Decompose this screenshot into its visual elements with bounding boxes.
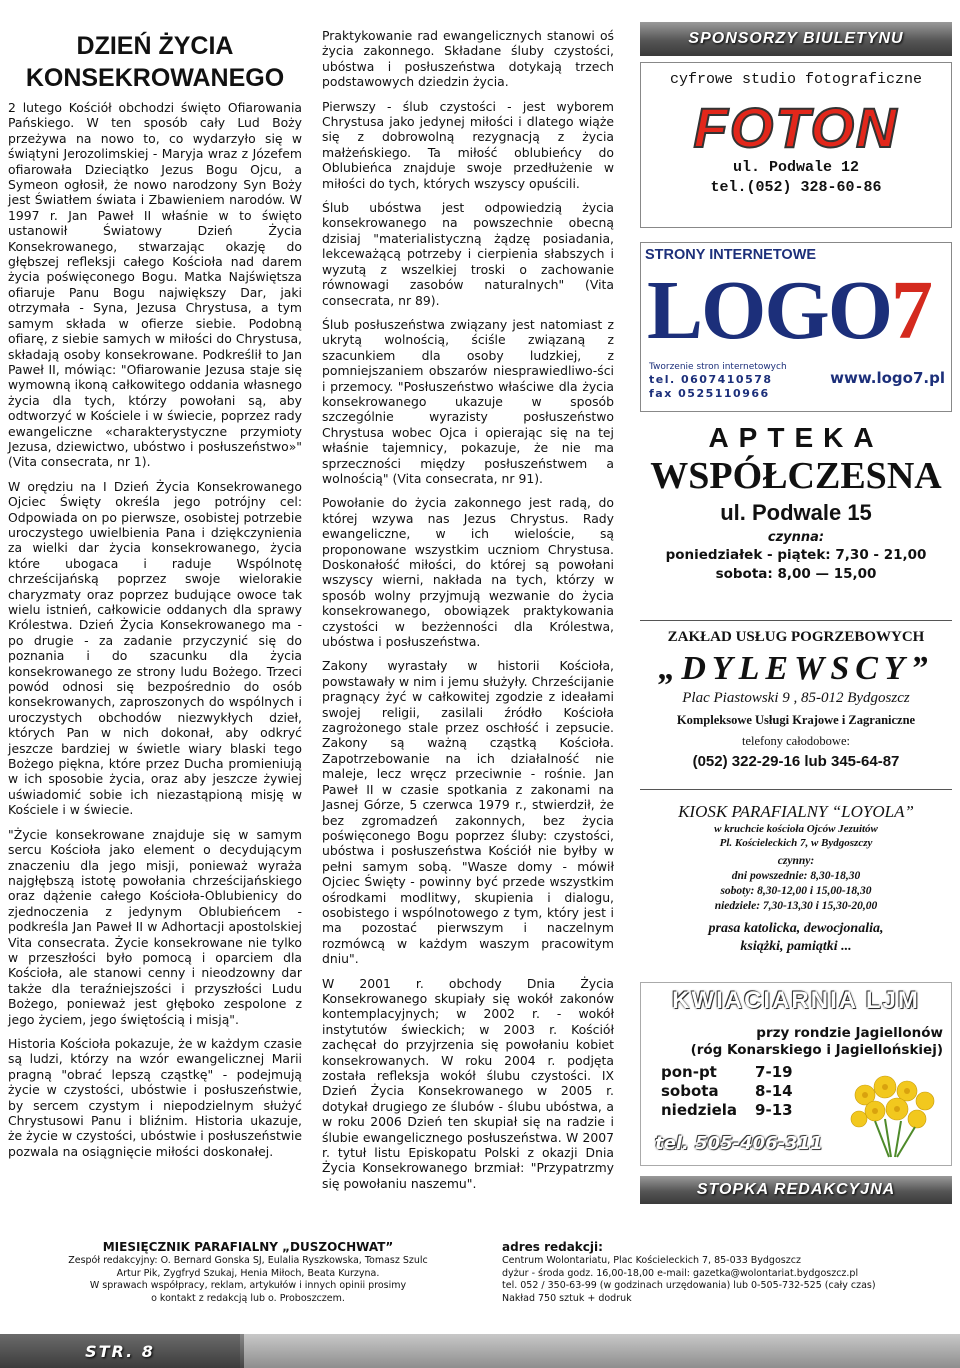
foton-subtitle: cyfrowe studio fotograficzne: [669, 71, 923, 88]
logo7-header: STRONY INTERNETOWE: [645, 247, 817, 263]
hours-time: 8-14: [755, 1082, 793, 1100]
kiosk-line1: w kruchcie kościoła Ojców Jezuitów: [714, 823, 878, 835]
foton-ad: [640, 62, 952, 228]
logo7-ad: [640, 242, 952, 412]
team-line: o kontakt z redakcją lub o. Proboszczem.: [151, 1292, 345, 1304]
kiosk-ad: [640, 802, 952, 974]
hours-day: sobota: [661, 1082, 719, 1100]
article-paragraph: W orędziu na I Dzień Życia Konsekrowanego Ojciec Święty określa jego potrójny cel: Odpowiada on po pierwsze, osobistej potrzebie uroczystego uwielbienia Pana i dziękczynienia za wielki dar życia konsekrowanego, życia które ubogaca i raduje Wspólnotę chrześcijańską poprzez swoje wielorakie charyzmaty oraz poprzez budujące owoce tak wielu istnień, całkowicie oddanych dla sprawy Królestwa. Dzień Życia Konsekrowanego ma - po drugie - za zadanie przyczynić się do poznania i do szacunku dla życia konsekrowanego ze strony ludu Bożego. Trzeci powód odnosi się bezpośrednio do osób konsekrowanych, zaproszonych do wspólnych i uroczystych obchodów niezwykłych dzieł, których Pan w nich dokonał, aby odkryć jeszcze bardziej w świetle wiary blaski tego Bożego piękna, które przez Ducha promieniują w ich sposobie życia, oraz aby jeszcze żywiej uświadomić sobie ich niezastąpioną misję w Kościele i w świecie.: [8, 478, 302, 818]
hours-time: 7-19: [755, 1063, 793, 1081]
kiosk-sunday: niedziele: 7,30-13,30 i 15,30-20,00: [714, 900, 878, 912]
logo7-tagline: Tworzenie stron internetowych: [649, 362, 787, 372]
article-paragraph: 2 lutego Kościół obchodzi święto Ofiarowania Pańskiego. W ten sposób cały Lud Boży przeżywa na nowo to, co wydarzyło się w świątyni Jerozolimskiej - Maryja wraz z Józefem ofiarowała Dzieciątko Jezus Bogu Ojcu, a Symeon ogłosił, że nowo narodzony Syn Boży jest Światłem świata i Zbawieniem narodów. W 1997 r. Jan Paweł II właśnie w to święto ustanowił Światowy Dzień Życia Konsekrowanego, stwarzając okazję do głębszej refleksji całego Kościoła nad darem życia poświęconego Bogu. Matka Najświętsza ofiaruje Panu Bogu największy Dar, jaki otrzymała - Syna, Jezusa Chrystusa, a tym samym składa w ofierze siebie. Podobną ofiarę, z siebie samych w miłości do Chrystusa, składają osoby konsekrowane. Podkreślił to Jan Paweł II, mówiąc: "Ofiarowanie Jezusa staje się wymowną ikoną całkowitego oddania własnego życia dla tych, którzy powołani są, aby odtworzyć w Kościele i w świecie, poprzez rady ewangeliczne «charakterystyczne przymioty Jezusa, dziewictwo, ubóstwo i posłuszeństwo»" (Vita consecrata, nr 1).: [8, 100, 302, 470]
article-paragraph: Pierwszy - ślub czystości - jest wyborem Chrystusa jako jedynej miłości i dlatego wiąże się z dobrowolną rezygnacją z życia małżeńskiego. Ta miłość oblubieńcy do Oblubieńca znajduje swoje przedłużenie w miłości do tych, których wszyscy opuścili.: [322, 98, 614, 191]
apteka-saturday: sobota: 8,00 — 15,00: [715, 566, 877, 582]
article-column-2: [322, 28, 614, 1200]
sponsors-header: SPONSORZY BIULETYNU: [640, 22, 952, 56]
article-paragraph: Historia Kościoła pokazuje, że w każdym czasie są ludzi, którzy na wzór ewangelicznej Marii pragną "obrać lepszą cząstkę" - podejmują życie w czystości, ubóstwie i posłuszeństwie, by sercem czystym i niepodzielnym służyć Chrystusowi Panu i bliźnim. Historia ukazuje, że życie w czystości, ubóstwie i posłuszeństwie pozwala na osiągnięcie miłości doskonałej.: [8, 1035, 302, 1159]
kiosk-saturday: soboty: 8,30-12,00 i 15,00-18,30: [720, 885, 872, 897]
foton-address: ul. Podwale 12: [732, 159, 860, 176]
kiosk-weekdays: dni powszednie: 8,30-18,30: [731, 870, 861, 882]
dylewscy-name: „DYLEWSCY”: [658, 650, 934, 687]
footer-team: [8, 1240, 488, 1305]
article-column-1: [8, 100, 302, 1168]
kiosk-line2: Pl. Kościeleckich 7, w Bydgoszczy: [719, 837, 873, 849]
logo7-logo: [647, 264, 932, 357]
address-line: dyżur - środa godz. 16,00-18,00 e-mail: gazetka@wolontariat.bydgoszcz.pl: [502, 1267, 859, 1279]
paper-title: MIESIĘCZNIK PARAFIALNY „DUSZOCHWAT”: [102, 1240, 394, 1254]
dylewscy-address: Plac Piastowski 9 , 85-012 Bydgoszcz: [682, 690, 910, 706]
foton-phone: tel.(052) 328-60-86: [710, 179, 882, 196]
kwiaciarnia-place-1: przy rondzie Jagiellonów: [756, 1025, 943, 1041]
kiosk-title: KIOSK PARAFIALNY “LOYOLA”: [678, 802, 914, 821]
kwiaciarnia-phone: tel. 505-406-311: [655, 1133, 823, 1154]
address-line: Nakład 750 sztuk + dodruk: [502, 1292, 632, 1304]
logo7-contact: [649, 373, 773, 401]
sponsors-sidebar: [640, 22, 952, 1204]
article-paragraph: "Życie konsekrowane znajduje się w samym sercu Kościoła jako element o decydującym znaczeniu dla jego misji, ponieważ wyraża najgłębszą istotę powołania chrześcijańskiego oraz dążenie całego Kościoła-Oblubienicy do zjednoczenia z jedynym Oblubieńcem - podkreśla Jan Paweł II w Adhortacji apostolskiej Vita consecrata. Życie konsekrowane nie tylko w przeszłości było pomocą i oparciem dla Kościoła, ale stanowi cenny i nieodzowny dar także dla teraźniejszości i przyszłości Ludu Bożego, ponieważ jest głęboko zespolone z jego życiem, jego świętością i misją".: [8, 826, 302, 1027]
kiosk-goods-2: książki, pamiątki ...: [740, 939, 852, 954]
article-paragraph: Ślub ubóstwa jest odpowiedzią życia konsekrowanego na powszechnie obecną dzisiaj "materialistyczną żądzę posiadania, lekceważącą potrzeby i cierpienia słabszych i wyzutą z wszelkiej troski o zachowanie równowagi zasobów naturalnych" (Vita consecrata, nr 89).: [322, 200, 614, 308]
hours-day: pon-pt: [661, 1063, 717, 1081]
article-paragraph: W 2001 r. obchody Dnia Życia Konsekrowanego skupiały się wokół zakonów kontemplacyjnych; w 2002 r. - wokół instytutów świeckich; w 2003 r. Kościół zachęcał do przyjrzenia się powołaniu kobiet konsekrowanych. W roku 2004 r. podjęta została refleksja wokół ślubu czystości. IX Dzień Życia Konsekrowanego w 2005 r. dotykał drugiego ze ślubów - ślubu ubóstwa, a w roku 2006 Dzień ten skupiał się na radzie i ślubie ewangelicznego posłuszeństwa. W 2007 r. tytuł listu Episkopatu Polski z okazji Dnia Życia Konsekrowanego brzmiał: "Przypatrzmy się powołaniu naszemu".: [322, 975, 614, 1191]
logo7-fax: fax 0525110966: [649, 387, 770, 400]
article-paragraph: Praktykowanie rad ewangelicznych stanowi oś życia zakonnego. Składane śluby czystości, ubóstwa i posłuszeństwa dotykają trzech podstawowych dziedzin życia.: [322, 28, 614, 90]
article-paragraph: Ślub posłuszeństwa związany jest natomiast z ukrytą wolnością, ściśle związaną z szacunkiem dla osoby ludzkiej, z pomniejszaniem obszarów niesprawiedliwo-ści i przemocy. "Posłuszeństwo właściwe dla życia konsekrowanego ukazuje w sposób szczególnie wyrazisty posłuszeństwo Chrystusa wobec Ojca i opierając się na tej właśnie tajemnicy, pokazuje, że nie ma sprzeczności między posłuszeństwem a wolnością" (Vita consecrata, nr 91).: [322, 316, 614, 486]
article-paragraph: Zakony wyrastały w historii Kościoła, powstawały w nim i jemu służyły. Chrześcijanie pragnący żyć w całkowitej zgodzie z ideałami swojej religii, zasilali źródło Kościoła zagrożonego stale przez oschłość i zepsucie. Zakony są ważną cząstką Kościoła. Zapotrzebowanie na ich działalność nie maleje, lecz wręcz przeciwnie - rośnie. Jan Paweł II w czasie spotkania z zakonami na Jasnej Górze, 5 czerwca 1979 r., stwierdził, że bez zgromadzeń zakonnych, bez życia poświęconego Bogu poprzez śluby: czystości, ubóstwa i posłuszeństwa Kościół nie byłby w pełni samym sobą. "Wasze domy - mówił Ojciec Święty - powinny być przede wszystkim ośrodkami modlitwy, skupienia i dialogu, osobistego i wspólnotowego z tym, który jest i ma pozostać pierwszym i naczelnym rozmówcą w każdym waszym pracowitym dniu".: [322, 658, 614, 967]
apteka-ad: [640, 422, 952, 606]
kiosk-goods-1: prasa katolicka, dewocjonalia,: [708, 921, 884, 936]
kwiaciarnia-hours: [661, 1063, 811, 1120]
dylewscy-services: Kompleksowe Usługi Krajowe i Zagraniczne: [676, 713, 916, 727]
logo7-website[interactable]: www.logo7.pl: [830, 369, 945, 387]
page-number: STR. 8: [0, 1334, 240, 1368]
address-title: adres redakcji:: [502, 1240, 603, 1254]
hours-day: niedziela: [661, 1101, 738, 1119]
kiosk-open-label: czynny:: [777, 855, 815, 867]
logo7-logo-main: LOGO: [647, 264, 892, 357]
article-paragraph: Powołanie do życia zakonnego jest radą, do której wzywa nas Jezus Chrystus. Rady ewangeliczne, w ich wieloście, są proponowane wszystkim uczniom Chrystusa. Doskonałość miłości, do której są powołani wszyscy wierni, nakłada na tych, którzy w sposób wolny przyjmują wezwanie do życia konsekrowanego, obowiązek praktykowania czystości w bezżenności dla Królestwa, ubóstwa i posłuszeństwa.: [322, 495, 614, 650]
team-line: W sprawach współpracy, reklam, artykułów i innych opinii prosimy: [89, 1280, 407, 1291]
article-title: DZIEŃ ŻYCIA KONSEKROWANEGO: [25, 32, 285, 92]
team-line: Zespół redakcyjny: O. Bernard Gonska SJ, Eulalia Ryszkowska, Tomasz Szulc: [68, 1255, 428, 1266]
foton-logo: FOTON: [693, 96, 899, 159]
apteka-line1: APTEKA: [708, 422, 884, 453]
apteka-weekdays: poniedziałek - piątek: 7,30 - 21,00: [665, 547, 927, 563]
hours-row: [661, 1101, 811, 1120]
dylewscy-ad: [640, 620, 952, 790]
hours-row: [661, 1063, 811, 1082]
team-line: Artur Pik, Zygfryd Szukaj, Henia Miłoch, Beata Kurzyna.: [116, 1267, 380, 1279]
address-line: Centrum Wolontariatu, Plac Kościeleckich 7, 85-033 Bydgoszcz: [502, 1255, 801, 1266]
kwiaciarnia-place: [691, 1025, 943, 1059]
page-bar: [0, 1334, 960, 1368]
logo7-tel: tel. 0607410578: [649, 373, 773, 386]
apteka-address: ul. Podwale 15: [720, 500, 872, 525]
kwiaciarnia-title: KWIACIARNIA LJM: [672, 987, 920, 1014]
apteka-line2: WSPÓŁCZESNA: [650, 455, 942, 497]
dylewscy-header: ZAKŁAD USŁUG POGRZEBOWYCH: [667, 629, 925, 645]
kwiaciarnia-place-2: (róg Konarskiego i Jagiellońskiej): [690, 1042, 943, 1058]
hours-time: 9-13: [755, 1101, 793, 1119]
dylewscy-phones: (052) 322-29-16 lub 345-64-87: [692, 753, 900, 770]
hours-row: [661, 1082, 811, 1101]
apteka-open-label: czynna:: [767, 530, 825, 545]
logo7-logo-num: 7: [891, 264, 932, 357]
stopka-header: STOPKA REDAKCYJNA: [640, 1176, 952, 1204]
address-line: tel. 052 / 350-63-99 (w godzinach urzędowania) lub 0-505-732-525 (cały czas): [502, 1280, 876, 1291]
flowers-illustration: [845, 1075, 941, 1159]
page-bar-fill: [244, 1334, 960, 1368]
footer-address: [502, 1240, 952, 1305]
dylewscy-phones-label: telefony całodobowe:: [742, 734, 850, 748]
kwiaciarnia-ad: [640, 982, 952, 1166]
